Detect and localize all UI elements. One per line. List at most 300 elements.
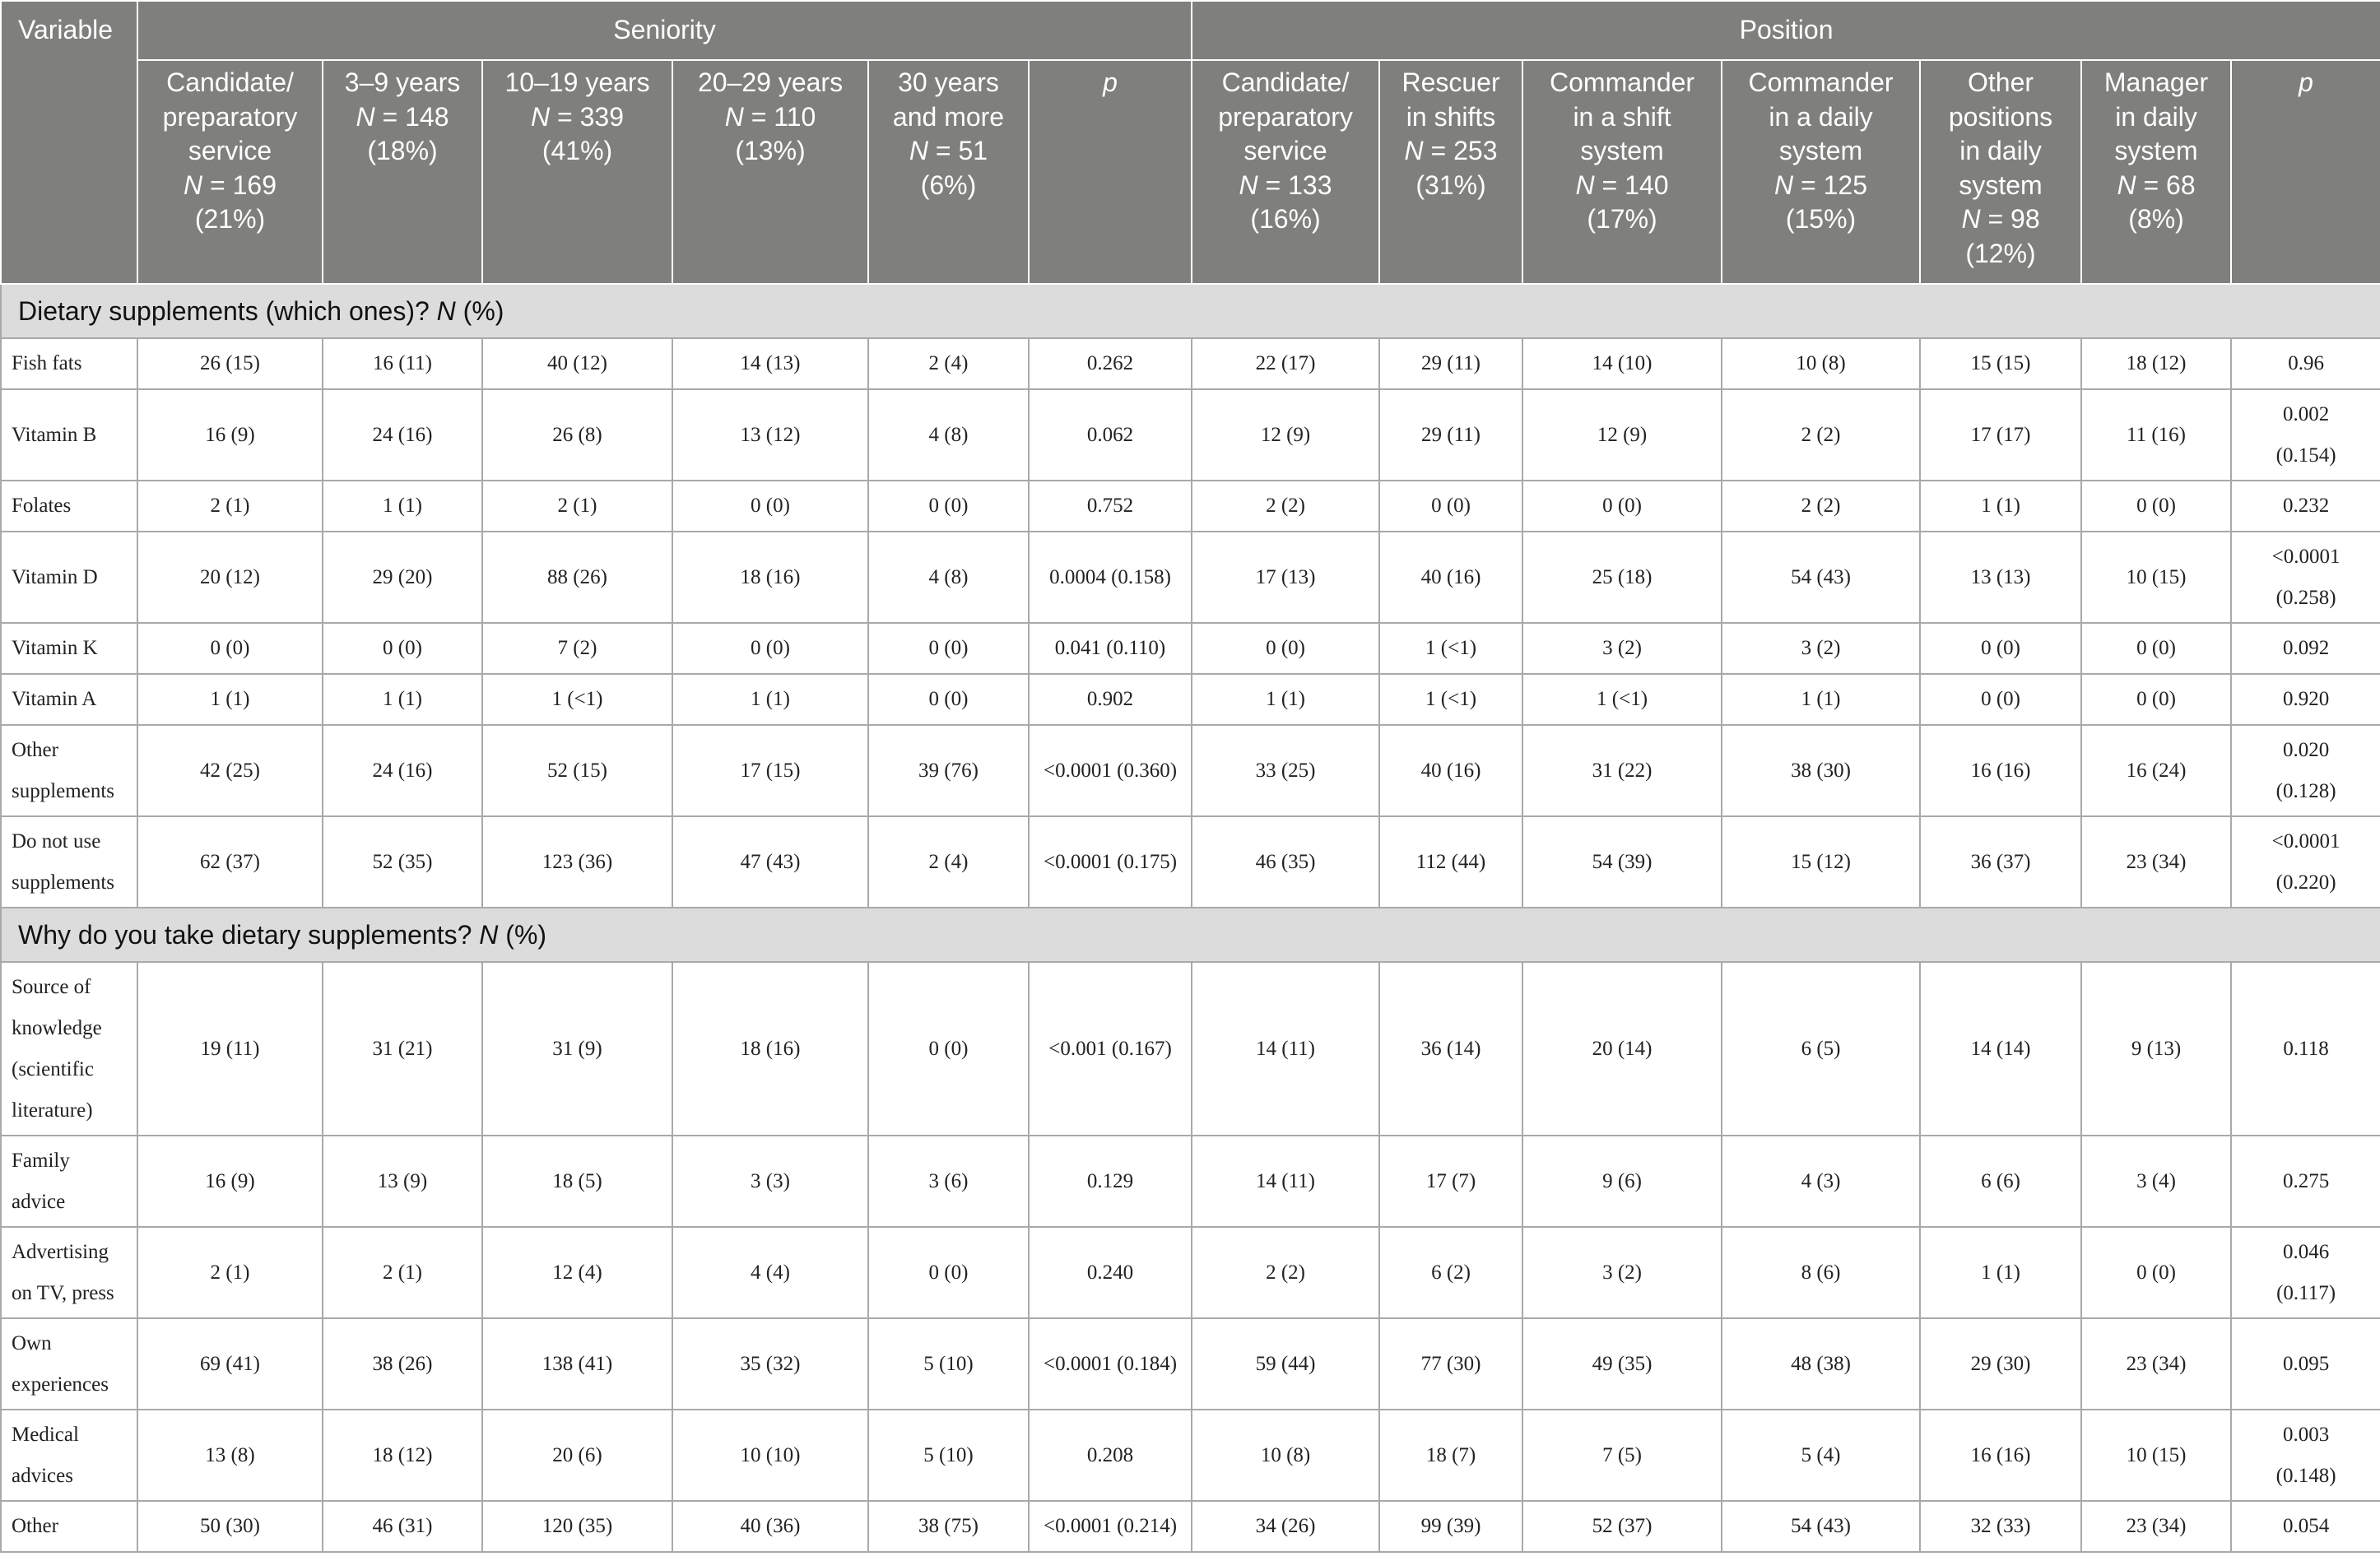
table-row (1, 1410, 2380, 1501)
seniority-p-value: 0.752 (1029, 481, 1192, 532)
row-label (1, 1410, 137, 1501)
data-cell: 14 (11) (1192, 1136, 1379, 1227)
data-cell: 29 (11) (1379, 338, 1522, 389)
row-label-line: Family (12, 1149, 70, 1172)
row-label-line: Folates (12, 495, 72, 517)
table-row (1, 623, 2380, 674)
seniority-p-value: <0.001 (0.167) (1029, 962, 1192, 1136)
col-header-n: N = 98 (1961, 204, 2040, 234)
data-cell: 14 (14) (1920, 962, 2081, 1136)
data-cell: 3 (2) (1522, 1227, 1722, 1318)
table-row (1, 1136, 2380, 1227)
col-header-pct: (6%) (920, 170, 977, 200)
data-cell: 4 (3) (1722, 1136, 1920, 1227)
data-cell: 3 (3) (672, 1136, 868, 1227)
data-cell: 36 (37) (1920, 816, 2081, 908)
row-label-line: Vitamin B (12, 423, 97, 446)
data-cell: 24 (16) (323, 725, 482, 816)
row-label (1, 1318, 137, 1410)
data-cell: 16 (9) (137, 389, 323, 481)
data-cell: 0 (0) (1192, 623, 1379, 674)
seniority-header: Seniority (137, 1, 1192, 60)
data-cell: 4 (8) (868, 389, 1029, 481)
row-label (1, 674, 137, 725)
variable-header: Variable (1, 1, 137, 284)
data-cell: 20 (6) (482, 1410, 672, 1501)
row-label-line: Medical (12, 1423, 79, 1446)
data-cell: 4 (8) (868, 532, 1029, 623)
col-header-line: in a daily (1769, 101, 1873, 132)
data-cell: 23 (34) (2081, 816, 2231, 908)
col-header-line: Rescuer (1402, 67, 1500, 97)
data-cell: 52 (35) (323, 816, 482, 908)
data-cell: 10 (15) (2081, 1410, 2231, 1501)
data-cell: 8 (6) (1722, 1227, 1920, 1318)
seniority-col-header-3 (672, 60, 868, 284)
data-cell: 1 (1) (672, 674, 868, 725)
col-header-line: in a shift (1573, 101, 1671, 132)
data-cell: 0 (0) (323, 623, 482, 674)
data-cell: 19 (11) (137, 962, 323, 1136)
position-col-header-4 (1920, 60, 2081, 284)
row-label (1, 481, 137, 532)
col-header-pct: (15%) (1785, 204, 1857, 234)
data-cell: 29 (11) (1379, 389, 1522, 481)
data-cell: 0 (0) (2081, 623, 2231, 674)
col-header-pct: (8%) (2128, 204, 2184, 234)
seniority-p-value: 0.262 (1029, 338, 1192, 389)
row-label (1, 725, 137, 816)
col-header-line: Commander (1550, 67, 1695, 97)
data-cell: 1 (1) (1920, 481, 2081, 532)
p-value-line: 0.118 (2283, 1037, 2329, 1060)
data-cell: 16 (9) (137, 1136, 323, 1227)
col-header-line: Other (1968, 67, 2034, 97)
data-cell: 0 (0) (1379, 481, 1522, 532)
data-cell: 34 (26) (1192, 1501, 1379, 1552)
col-header-line: system (1959, 170, 2043, 200)
data-cell: 20 (12) (137, 532, 323, 623)
data-cell: 0 (0) (2081, 674, 2231, 725)
row-label (1, 1501, 137, 1552)
data-cell: 1 (1) (323, 481, 482, 532)
data-cell: 5 (10) (868, 1410, 1029, 1501)
position-col-header-1 (1379, 60, 1522, 284)
data-cell: 1 (1) (1920, 1227, 2081, 1318)
data-cell: 9 (6) (1522, 1136, 1722, 1227)
row-label-line: knowledge (12, 1016, 102, 1039)
seniority-p-value: 0.0004 (0.158) (1029, 532, 1192, 623)
data-cell: 12 (9) (1522, 389, 1722, 481)
data-cell: 39 (76) (868, 725, 1029, 816)
position-col-header-3 (1722, 60, 1920, 284)
data-cell: 33 (25) (1192, 725, 1379, 816)
p-value-line: 0.054 (2282, 1515, 2330, 1537)
col-header-pct: (17%) (1587, 204, 1657, 234)
row-label (1, 1227, 137, 1318)
data-cell: 42 (25) (137, 725, 323, 816)
col-header-pct: (16%) (1250, 204, 1321, 234)
position-col-header-2 (1522, 60, 1722, 284)
position-p-value (2231, 962, 2380, 1136)
col-header-line: preparatory (162, 101, 298, 132)
data-cell: 52 (37) (1522, 1501, 1722, 1552)
data-cell: 54 (43) (1722, 1501, 1920, 1552)
col-header-line: Commander (1748, 67, 1894, 97)
row-label-line: advices (12, 1464, 73, 1487)
data-cell: 52 (15) (482, 725, 672, 816)
row-label-line: Vitamin A (12, 688, 97, 710)
row-label-line: Other (12, 738, 58, 761)
data-cell: 54 (43) (1722, 532, 1920, 623)
p-value-line: (0.154) (2275, 444, 2336, 467)
col-header-pct: (41%) (542, 136, 613, 165)
data-cell: 7 (5) (1522, 1410, 1722, 1501)
table-row (1, 389, 2380, 481)
data-cell: 48 (38) (1722, 1318, 1920, 1410)
data-cell: 38 (26) (323, 1318, 482, 1410)
data-cell: 25 (18) (1522, 532, 1722, 623)
data-cell: 6 (2) (1379, 1227, 1522, 1318)
data-cell: 23 (34) (2081, 1318, 2231, 1410)
table-row (1, 532, 2380, 623)
table-row (1, 962, 2380, 1136)
row-label (1, 623, 137, 674)
row-label-line: literature) (12, 1099, 93, 1122)
data-cell: 13 (12) (672, 389, 868, 481)
data-cell: 2 (1) (482, 481, 672, 532)
data-cell: 46 (35) (1192, 816, 1379, 908)
table-row (1, 1227, 2380, 1318)
data-cell: 13 (8) (137, 1410, 323, 1501)
position-header: Position (1192, 1, 2380, 60)
data-cell: 5 (4) (1722, 1410, 1920, 1501)
col-header-pct: (18%) (367, 136, 438, 165)
seniority-col-header-2 (482, 60, 672, 284)
data-cell: 32 (33) (1920, 1501, 2081, 1552)
col-header-line: 3–9 years (344, 67, 461, 97)
col-header-n: N = 148 (356, 101, 449, 132)
row-label-line: experiences (12, 1373, 109, 1396)
seniority-p-value: 0.208 (1029, 1410, 1192, 1501)
position-p-value (2231, 481, 2380, 532)
data-cell: 138 (41) (482, 1318, 672, 1410)
position-p-value (2231, 532, 2380, 623)
data-cell: 29 (30) (1920, 1318, 2081, 1410)
data-cell: 14 (11) (1192, 962, 1379, 1136)
data-cell: 1 (<1) (1522, 674, 1722, 725)
col-header-line: in shifts (1406, 101, 1496, 132)
row-label-line: Do not use (12, 829, 101, 853)
col-header-pct: (31%) (1415, 170, 1486, 200)
data-cell: 1 (<1) (482, 674, 672, 725)
data-cell: 0 (0) (2081, 1227, 2231, 1318)
row-label-line: Vitamin K (12, 637, 98, 659)
p-value-line: (0.117) (2276, 1281, 2336, 1304)
p-value-line: 0.96 (2288, 352, 2324, 374)
data-cell: 12 (4) (482, 1227, 672, 1318)
p-value-line: 0.020 (2282, 738, 2330, 761)
section-header: Dietary supplements (which ones)? N (%) (1, 284, 2380, 338)
data-cell: 15 (15) (1920, 338, 2081, 389)
data-cell: 14 (13) (672, 338, 868, 389)
data-cell: 0 (0) (672, 481, 868, 532)
p-value-line: (0.148) (2275, 1464, 2336, 1487)
data-cell: 10 (8) (1192, 1410, 1379, 1501)
col-header-line: system (2114, 136, 2198, 165)
seniority-p-value: 0.240 (1029, 1227, 1192, 1318)
data-cell: 36 (14) (1379, 962, 1522, 1136)
data-cell: 120 (35) (482, 1501, 672, 1552)
col-header-pct: (21%) (194, 204, 266, 234)
data-cell: 54 (39) (1522, 816, 1722, 908)
data-cell: 2 (4) (868, 338, 1029, 389)
data-cell: 38 (30) (1722, 725, 1920, 816)
data-cell: 1 (<1) (1379, 674, 1522, 725)
position-p-header: p (2231, 60, 2380, 284)
data-cell: 18 (7) (1379, 1410, 1522, 1501)
col-header-line: system (1778, 136, 1863, 165)
col-header-n: N = 51 (909, 136, 988, 165)
row-label (1, 338, 137, 389)
col-header-line: in daily (2115, 101, 2197, 132)
data-cell: 40 (12) (482, 338, 672, 389)
row-label (1, 1136, 137, 1227)
data-cell: 17 (17) (1920, 389, 2081, 481)
data-cell: 112 (44) (1379, 816, 1522, 908)
data-cell: 6 (5) (1722, 962, 1920, 1136)
seniority-p-value: <0.0001 (0.360) (1029, 725, 1192, 816)
p-value-line: 0.002 (2282, 402, 2330, 425)
data-cell: 11 (16) (2081, 389, 2231, 481)
seniority-p-value: 0.129 (1029, 1136, 1192, 1227)
table-row (1, 338, 2380, 389)
data-cell: 1 (1) (137, 674, 323, 725)
position-p-value (2231, 1410, 2380, 1501)
table-row (1, 674, 2380, 725)
data-cell: 1 (1) (323, 674, 482, 725)
data-cell: 2 (1) (137, 1227, 323, 1318)
data-cell: 0 (0) (1522, 481, 1722, 532)
data-cell: 77 (30) (1379, 1318, 1522, 1410)
position-p-value (2231, 1227, 2380, 1318)
data-cell: 18 (16) (672, 532, 868, 623)
data-cell: 18 (12) (323, 1410, 482, 1501)
data-cell: 0 (0) (868, 481, 1029, 532)
data-cell: 26 (8) (482, 389, 672, 481)
data-cell: 0 (0) (1920, 674, 2081, 725)
table-row (1, 481, 2380, 532)
data-cell: 123 (36) (482, 816, 672, 908)
col-header-line: Candidate/ (1221, 67, 1350, 97)
data-cell: 2 (2) (1192, 1227, 1379, 1318)
data-cell: 3 (6) (868, 1136, 1029, 1227)
p-value-line: 0.092 (2282, 637, 2330, 659)
col-header-n: N = 125 (1774, 170, 1868, 200)
row-label (1, 962, 137, 1136)
data-cell: 14 (10) (1522, 338, 1722, 389)
col-header-pct: (13%) (735, 136, 806, 165)
data-cell: 13 (13) (1920, 532, 2081, 623)
col-header-line: 20–29 years (697, 67, 844, 97)
p-value-line: (0.128) (2275, 779, 2336, 802)
data-cell: 31 (9) (482, 962, 672, 1136)
col-header-line: preparatory (1218, 101, 1353, 132)
col-header-line: positions (1948, 101, 2053, 132)
data-cell: 1 (1) (1722, 674, 1920, 725)
data-cell: 10 (15) (2081, 532, 2231, 623)
col-header-line: in daily (1959, 136, 2042, 165)
data-cell: 38 (75) (868, 1501, 1029, 1552)
data-cell: 0 (0) (868, 674, 1029, 725)
data-cell: 26 (15) (137, 338, 323, 389)
position-p-value (2231, 816, 2380, 908)
col-header-pct: (12%) (1965, 238, 2036, 268)
data-cell: 18 (5) (482, 1136, 672, 1227)
seniority-p-value: 0.062 (1029, 389, 1192, 481)
row-label-line: on TV, press (12, 1281, 114, 1304)
row-label-line: (scientific (12, 1057, 94, 1080)
data-cell: 24 (16) (323, 389, 482, 481)
data-cell: 3 (2) (1522, 623, 1722, 674)
data-cell: 0 (0) (2081, 481, 2231, 532)
position-p-value (2231, 389, 2380, 481)
row-label-line: Fish fats (12, 352, 82, 374)
data-cell: 2 (4) (868, 816, 1029, 908)
seniority-p-value: 0.902 (1029, 674, 1192, 725)
col-header-line: 10–19 years (504, 67, 650, 97)
data-cell: 99 (39) (1379, 1501, 1522, 1552)
data-cell: 7 (2) (482, 623, 672, 674)
col-header-line: Manager (2103, 67, 2209, 97)
table-row (1, 725, 2380, 816)
data-cell: 46 (31) (323, 1501, 482, 1552)
data-cell: 88 (26) (482, 532, 672, 623)
p-value-line: (0.258) (2275, 586, 2336, 609)
seniority-p-header: p (1029, 60, 1192, 284)
data-cell: 1 (<1) (1379, 623, 1522, 674)
seniority-p-value: <0.0001 (0.184) (1029, 1318, 1192, 1410)
data-cell: 10 (10) (672, 1410, 868, 1501)
data-cell: 2 (1) (323, 1227, 482, 1318)
data-cell: 16 (24) (2081, 725, 2231, 816)
section-header: Why do you take dietary supplements? N (%) (1, 908, 2380, 962)
col-header-n: N = 110 (724, 101, 816, 132)
data-cell: 2 (1) (137, 481, 323, 532)
data-cell: 22 (17) (1192, 338, 1379, 389)
p-value-line: 0.003 (2282, 1423, 2330, 1446)
data-cell: 20 (14) (1522, 962, 1722, 1136)
row-label-line: Other (12, 1515, 58, 1537)
seniority-col-header-0 (137, 60, 323, 284)
col-header-n: N = 253 (1404, 136, 1498, 165)
col-header-n: N = 169 (184, 170, 277, 200)
position-p-value (2231, 623, 2380, 674)
data-cell: 0 (0) (868, 1227, 1029, 1318)
data-cell: 16 (16) (1920, 725, 2081, 816)
data-cell: 12 (9) (1192, 389, 1379, 481)
seniority-col-header-4 (868, 60, 1029, 284)
row-label-line: Advertising (12, 1240, 109, 1263)
col-header-line: service (1243, 136, 1327, 165)
data-cell: 0 (0) (868, 623, 1029, 674)
row-label (1, 816, 137, 908)
table-row (1, 816, 2380, 908)
data-cell: 3 (2) (1722, 623, 1920, 674)
seniority-p-value: <0.0001 (0.175) (1029, 816, 1192, 908)
data-cell: 69 (41) (137, 1318, 323, 1410)
data-cell: 3 (4) (2081, 1136, 2231, 1227)
seniority-p-value: <0.0001 (0.214) (1029, 1501, 1192, 1552)
data-cell: 18 (16) (672, 962, 868, 1136)
data-cell: 2 (2) (1192, 481, 1379, 532)
position-p-value (2231, 1501, 2380, 1552)
col-header-line: 30 years (898, 67, 999, 97)
seniority-p-value: 0.041 (0.110) (1029, 623, 1192, 674)
position-col-header-5 (2081, 60, 2231, 284)
data-cell: 18 (12) (2081, 338, 2231, 389)
col-header-n: N = 339 (531, 101, 624, 132)
data-cell: 5 (10) (868, 1318, 1029, 1410)
data-cell: 0 (0) (1920, 623, 2081, 674)
p-value-line: 0.920 (2282, 688, 2330, 710)
position-p-value (2231, 674, 2380, 725)
data-cell: 6 (6) (1920, 1136, 2081, 1227)
data-cell: 16 (16) (1920, 1410, 2081, 1501)
p-value-line: <0.0001 (2271, 829, 2340, 853)
col-header-line: and more (892, 101, 1005, 132)
col-header-line: service (188, 136, 272, 165)
row-label (1, 532, 137, 623)
data-cell: 17 (13) (1192, 532, 1379, 623)
data-cell: 2 (2) (1722, 389, 1920, 481)
data-cell: 40 (16) (1379, 725, 1522, 816)
data-cell: 0 (0) (672, 623, 868, 674)
table-row (1, 1318, 2380, 1410)
data-cell: 31 (21) (323, 962, 482, 1136)
position-col-header-0 (1192, 60, 1379, 284)
data-cell: 17 (15) (672, 725, 868, 816)
data-cell: 4 (4) (672, 1227, 868, 1318)
p-value-line: 0.095 (2282, 1352, 2330, 1375)
col-header-n: N = 140 (1575, 170, 1669, 200)
data-cell: 50 (30) (137, 1501, 323, 1552)
col-header-n: N = 133 (1239, 170, 1332, 200)
row-label-line: Vitamin D (12, 565, 98, 588)
data-cell: 13 (9) (323, 1136, 482, 1227)
row-label-line: advice (12, 1190, 66, 1213)
data-cell: 0 (0) (868, 962, 1029, 1136)
data-cell: 9 (13) (2081, 962, 2231, 1136)
position-p-value (2231, 338, 2380, 389)
data-cell: 40 (36) (672, 1501, 868, 1552)
col-header-n: N = 68 (2117, 170, 2196, 200)
row-label-line: supplements (12, 871, 114, 894)
data-cell: 49 (35) (1522, 1318, 1722, 1410)
data-cell: 59 (44) (1192, 1318, 1379, 1410)
data-cell: 1 (1) (1192, 674, 1379, 725)
position-p-value (2231, 1136, 2380, 1227)
row-label-line: Own (12, 1331, 52, 1354)
p-value-line: 0.232 (2282, 495, 2330, 517)
data-cell: 62 (37) (137, 816, 323, 908)
position-p-value (2231, 1318, 2380, 1410)
table-row (1, 1501, 2380, 1552)
row-label-line: Source of (12, 975, 91, 998)
data-cell: 16 (11) (323, 338, 482, 389)
data-cell: 40 (16) (1379, 532, 1522, 623)
position-p-value (2231, 725, 2380, 816)
